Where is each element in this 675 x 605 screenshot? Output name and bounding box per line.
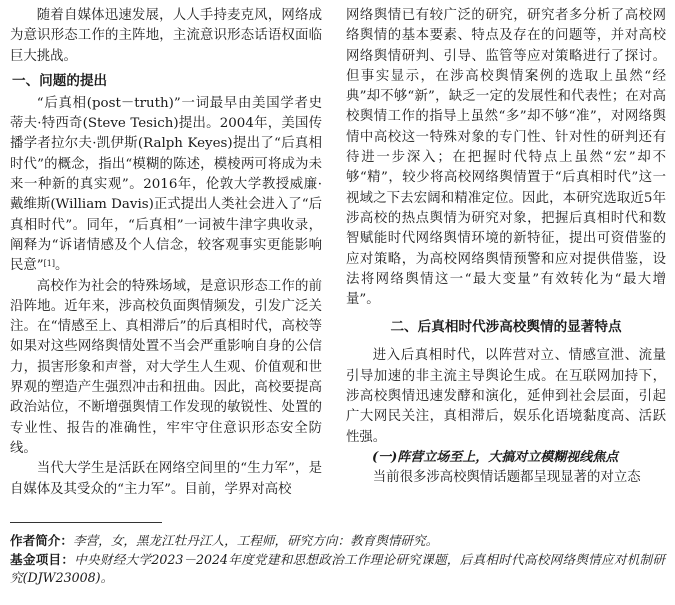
fund-text: 中央财经大学2023－2024年度党建和思想政治工作理论研究课题，后真相时代高校网络舆情应对机制研究(DJW23008)。 — [10, 551, 666, 586]
research-paragraph: 网络舆情已有较广泛的研究，研究者多分析了高校网络舆情的基本要素、特点及存在的问题等，并对高校网络舆情研判、引导、监管等应对策略进行了探讨。但事实显示，在涉高校舆情案例的选取上虽然“经典”却不够“新”，缺乏一定的发展性和代表性；在对高校舆情工作的指导上虽然“多”却不够“准”，对网络舆情中高校这一特殊对象的专门性、针对性的研判还有待进一步深入；在把握时代特点上虽然“宏”却不够“精”，较少将高校网络舆情置于“后真相时代”这一视域之下去宏阔和精准定位。因此，本研究选取近5年涉高校的热点舆情为研究对象，把握后真相时代和数智赋能时代网络舆情环境的新特征，提出可资借鉴的应对策略，为高校网络舆情预警和应对提供借鉴，设法将网络舆情这一“最大变量”有效转化为“最大增量”。 — [346, 8, 666, 308]
students-paragraph: 当代大学生是活跃在网络空间里的“生力军”，是自媒体及其受众的“主力军”。目前，学界对高校 — [10, 461, 322, 497]
posttruth-paragraph — [10, 94, 322, 277]
fund-label: 基金项目： — [10, 551, 75, 567]
section-one-heading: 一、问题的提出 — [12, 72, 108, 89]
subsection-one-heading: (一)阵营立场至上，大搞对立模糊视线焦点 — [372, 449, 619, 465]
intro-paragraph: 随着自媒体迅速发展，人人手持麦克风，网络成为意识形态工作的主阵地，主流意识形态话语权面临巨大挑战。 — [10, 8, 322, 64]
camp-paragraph: 当前很多涉高校舆情话题都呈现显著的对立态 — [372, 469, 641, 485]
citation-1: [1] — [43, 259, 55, 269]
section-two-heading: 二、后真相时代涉高校舆情的显著特点 — [390, 319, 622, 336]
author-label: 作者简介： — [10, 533, 73, 548]
posttruth-end: 。 — [54, 258, 69, 274]
posttruth-text: “后真相(post－truth)”一词最早由美国学者史蒂夫·特西奇(Steve Tesich)提出。2004年，美国传播学者拉尔夫·凯伊斯(Ralph Keyes)提出了“后真相时代”的概念，指出“模糊的陈述，模棱两可将成为未来一种新的真实观”。2016年，伦敦大学教授威廉·戴维斯(William Davis)正式提出人类社会进入了“后真相时代”。同年，“后真相”一词被牛津字典收录，阐释为“诉诸情感及个人信念，较客观事实更能影响民意” — [10, 95, 322, 274]
fund-note — [10, 551, 665, 588]
university-paragraph: 高校作为社会的特殊场域，是意识形态工作的前沿阵地。近年来，涉高校负面舆情频发，引发广泛关注。在“情感至上、真相滞后”的后真相时代，高校等如果对这些网络舆情处置不当会严重影响自身的公信力，损害形象和声誉，对大学生人生观、价值观和世界观的塑造产生强烈冲击和扭曲。因此，高校要提高政治站位，不断增强舆情工作发现的敏锐性、处置的专业性、报告的准确性，牢牢守住意识形态安全防线。 — [10, 278, 322, 456]
left-column — [10, 6, 322, 500]
features-paragraph: 进入后真相时代，以阵营对立、情感宣泄、流量引导加速的非主流主导舆论生成。在互联网加持下，涉高校舆情迅速发酵和演化，延伸到社会层面，引起广大网民关注，真相滞后，娱乐化语境黏度高、活跃性强。 — [346, 348, 666, 445]
footnotes — [10, 532, 665, 588]
author-text: 李营，女，黑龙江牡丹江人，工程师，研究方向：教育舆情研究。 — [72, 533, 439, 548]
right-column — [346, 6, 666, 488]
footnote-divider — [10, 522, 162, 523]
author-note — [10, 532, 665, 551]
